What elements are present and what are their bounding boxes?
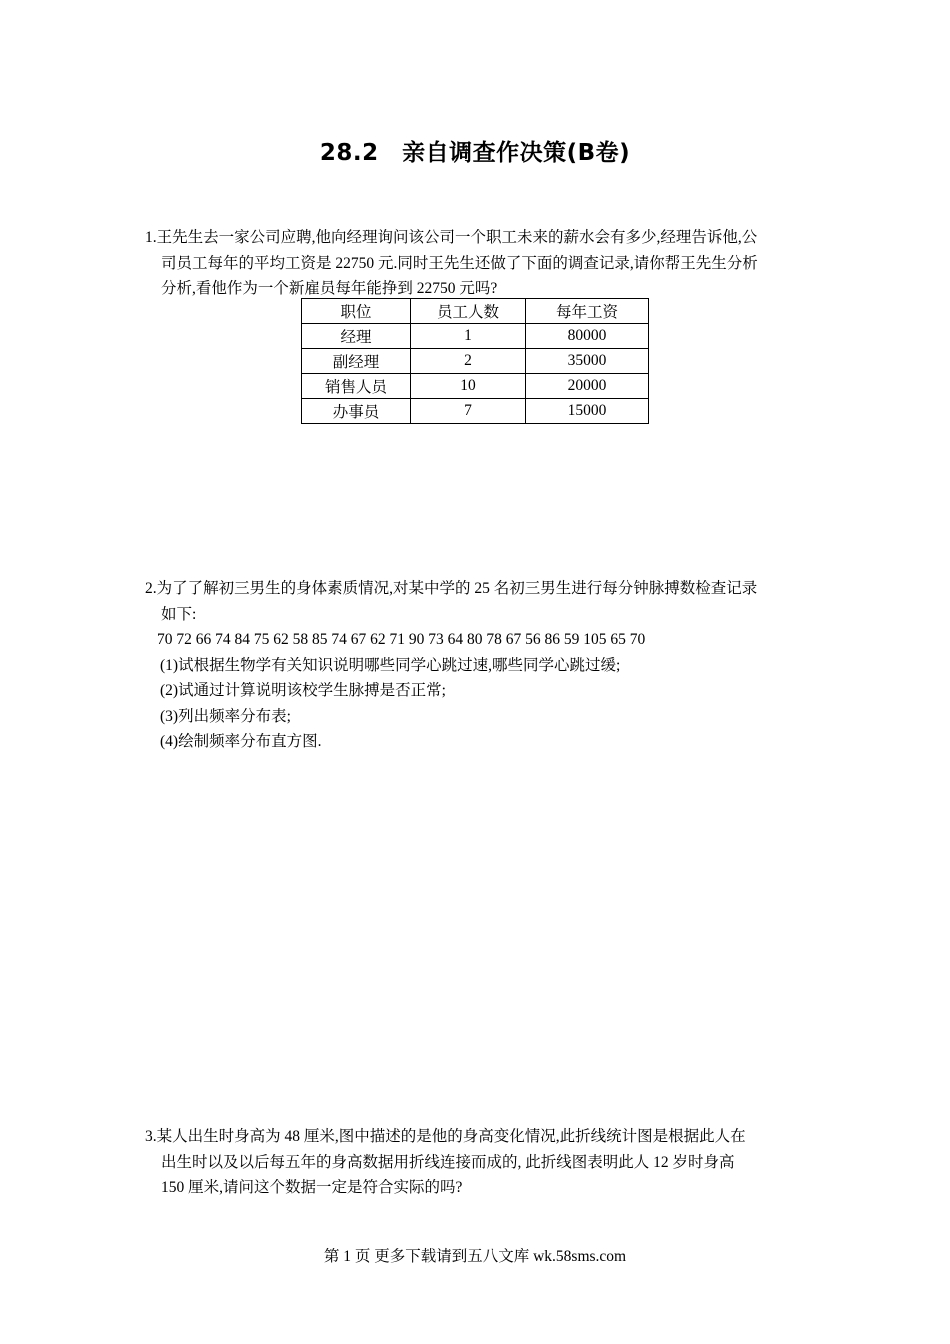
question-3-line-1: 3.某人出生时身高为 48 厘米,图中描述的是他的身高变化情况,此折线统计图是根据此人在 [145, 1128, 746, 1145]
question-1-line-2: 司员工每年的平均工资是 22750 元.同时王先生还做了下面的调查记录,请你帮王先生分析 [161, 254, 758, 272]
table-cell: 2 [411, 349, 526, 374]
question-2 [145, 576, 810, 755]
question-1 [145, 225, 810, 302]
table-cell: 销售人员 [302, 374, 411, 399]
question-1-line-1: 1.王先生去一家公司应聘,他向经理询问该公司一个职工未来的薪水会有多少,经理告诉他,公 [145, 229, 758, 246]
pulse-data-numbers: 70 72 66 74 84 75 62 58 85 74 67 62 71 90 73 64 80 78 67 56 86 59 105 65 70 [157, 631, 646, 648]
table-cell: 35000 [526, 349, 649, 374]
page-footer: 第 1 页 更多下载请到五八文库 wk.58sms.com [323, 1248, 627, 1265]
table-cell: 15000 [526, 399, 649, 424]
table-cell: 办事员 [302, 399, 411, 424]
table-row [302, 349, 649, 374]
table-header-cell: 员工人数 [411, 299, 526, 324]
question-3-line-2: 出生时以及以后每五年的身高数据用折线连接而成的, 此折线图表明此人 12 岁时身高 [161, 1153, 735, 1171]
table-cell: 7 [411, 399, 526, 424]
table-row [302, 399, 649, 424]
question-2-sub-3: (3)列出频率分布表; [160, 707, 291, 725]
table-cell: 经理 [302, 324, 411, 349]
table-cell: 80000 [526, 324, 649, 349]
table-header-cell: 职位 [302, 299, 411, 324]
question-2-sub-1: (1)试根据生物学有关知识说明哪些同学心跳过速,哪些同学心跳过缓; [160, 656, 621, 674]
table-header-row [302, 299, 649, 324]
question-3 [145, 1124, 810, 1201]
question-2-line-1: 2.为了了解初三男生的身体素质情况,对某中学的 25 名初三男生进行每分钟脉搏数检查记录 [145, 580, 758, 597]
page-title: 28.2 亲自调查作决策(B卷) [319, 140, 631, 166]
table-row [302, 374, 649, 399]
table-cell: 10 [411, 374, 526, 399]
question-2-line-2: 如下: [161, 605, 197, 623]
question-2-sub-4: (4)绘制频率分布直方图. [160, 733, 322, 750]
question-1-line-3: 分析,看他作为一个新雇员每年能挣到 22750 元吗? [161, 280, 498, 297]
salary-table [301, 298, 649, 424]
table-cell: 1 [411, 324, 526, 349]
table-cell: 副经理 [302, 349, 411, 374]
question-3-line-3: 150 厘米,请问这个数据一定是符合实际的吗? [161, 1179, 463, 1196]
table-cell: 20000 [526, 374, 649, 399]
table-header-cell: 每年工资 [526, 299, 649, 324]
table-row [302, 324, 649, 349]
question-2-sub-2: (2)试通过计算说明该校学生脉搏是否正常; [160, 682, 446, 699]
